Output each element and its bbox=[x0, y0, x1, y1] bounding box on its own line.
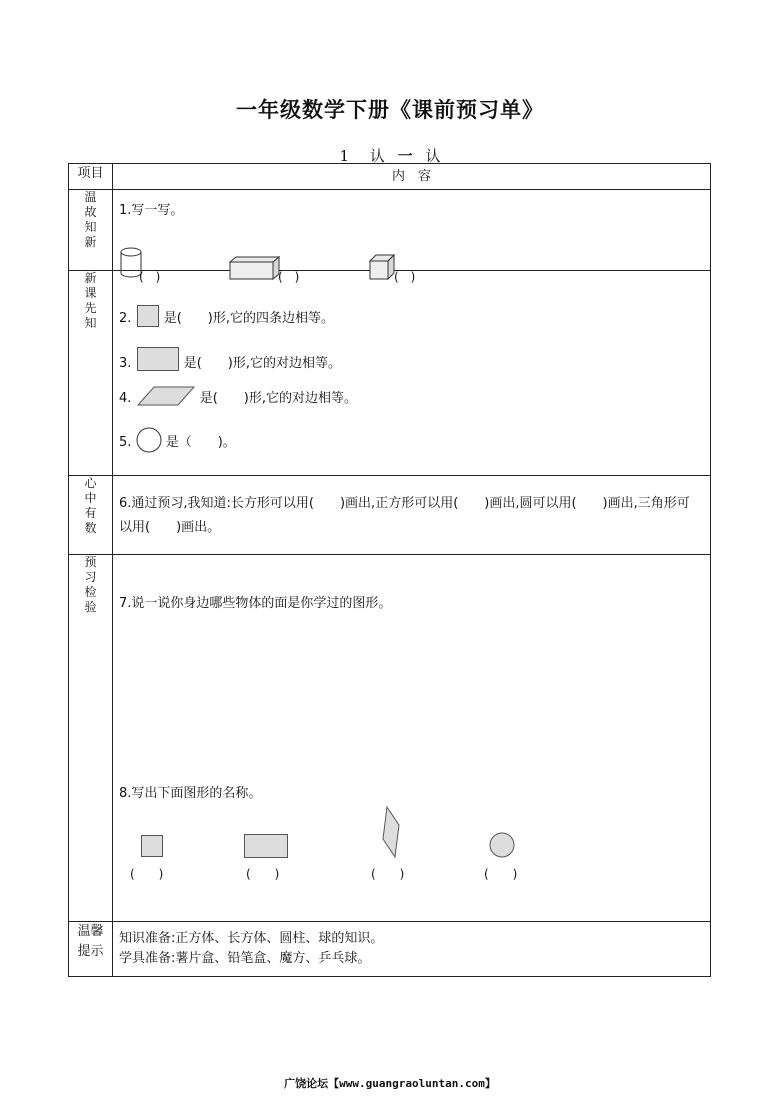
figure-circle bbox=[488, 831, 516, 859]
question-2 bbox=[119, 305, 334, 328]
lesson-char-2: 一 bbox=[397, 147, 413, 165]
header-content-cell bbox=[113, 164, 711, 190]
preview-label: 新课先知 bbox=[84, 271, 97, 330]
figure-square bbox=[141, 835, 163, 857]
figure-blank-1[interactable]: ( ) bbox=[130, 867, 164, 881]
tips-line-2: 学具准备:薯片盒、铅笔盒、魔方、乒乓球。 bbox=[119, 951, 371, 966]
question-2-number: 2. bbox=[119, 311, 132, 326]
footer-url[interactable]: 【www.guangraoluntan.com】 bbox=[328, 1077, 496, 1090]
figure-rectangle bbox=[244, 834, 288, 858]
parallelogram-shape bbox=[136, 385, 196, 407]
question-4-text: 是( )形,它的对边相等。 bbox=[199, 391, 357, 406]
tips-row bbox=[69, 922, 711, 977]
mind-content bbox=[113, 476, 711, 555]
rectangle-shape bbox=[137, 347, 179, 371]
header-item: 项目 bbox=[77, 166, 104, 181]
mind-label: 心中有数 bbox=[84, 476, 97, 535]
circle-shape bbox=[136, 427, 162, 453]
question-5 bbox=[119, 427, 236, 453]
lesson-char-3: 认 bbox=[425, 147, 441, 165]
page-title: 一年级数学下册《课前预习单》 bbox=[236, 98, 544, 122]
check-content bbox=[113, 555, 711, 922]
review-label: 温故知新 bbox=[84, 190, 97, 249]
review-content bbox=[113, 190, 711, 284]
question-5-number: 5. bbox=[119, 435, 132, 450]
header-content: 内 容 bbox=[391, 168, 431, 184]
blank-2[interactable]: ( ) bbox=[278, 270, 300, 284]
figure-blank-4[interactable]: ( ) bbox=[484, 867, 518, 881]
figure-rhombus bbox=[381, 805, 401, 859]
check-label-cell bbox=[69, 555, 113, 922]
worksheet-table bbox=[68, 163, 711, 977]
question-7: 7.说一说你身边哪些物体的面是你学过的图形。 bbox=[119, 596, 392, 611]
lesson-char-1: 认 bbox=[369, 147, 385, 165]
mind-label-cell bbox=[69, 476, 113, 555]
question-1: 1.写一写。 bbox=[119, 203, 184, 218]
lesson-number: 1 bbox=[339, 147, 350, 165]
figure-blank-2[interactable]: ( ) bbox=[246, 867, 280, 881]
review-label-cell bbox=[69, 190, 113, 271]
blank-1[interactable]: ( ) bbox=[139, 270, 161, 284]
question-6: 6.通过预习,我知道:长方形可以用( )画出,正方形可以用( )画出,圆可以用( )画出,三角形可以用( )画出。 bbox=[119, 496, 690, 535]
header-row bbox=[69, 164, 711, 190]
check-label: 预习检验 bbox=[84, 555, 97, 614]
question-8: 8.写出下面图形的名称。 bbox=[119, 786, 262, 801]
question-4 bbox=[119, 385, 357, 408]
question-3 bbox=[119, 347, 341, 373]
question-2-text: 是( )形,它的四条边相等。 bbox=[163, 311, 334, 326]
review-row bbox=[69, 190, 711, 271]
preview-content bbox=[113, 271, 711, 476]
square-shape bbox=[137, 305, 159, 327]
tips-label-cell bbox=[69, 922, 113, 977]
footer bbox=[0, 1075, 780, 1091]
tips-content bbox=[113, 922, 711, 977]
header-item-cell bbox=[69, 164, 113, 190]
figure-blank-3[interactable]: ( ) bbox=[371, 867, 405, 881]
tips-line-1: 知识准备:正方体、长方体、圆柱、球的知识。 bbox=[119, 931, 384, 946]
question-3-number: 3. bbox=[119, 356, 132, 371]
tips-label bbox=[77, 922, 103, 962]
tips-label-line-1: 温馨 bbox=[77, 924, 104, 939]
check-row bbox=[69, 555, 711, 922]
footer-site: 广饶论坛 bbox=[284, 1077, 329, 1090]
blank-3[interactable]: ( ) bbox=[394, 270, 416, 284]
preview-row bbox=[69, 271, 711, 476]
question-4-number: 4. bbox=[119, 391, 132, 406]
question-3-text: 是( )形,它的对边相等。 bbox=[183, 356, 341, 371]
preview-label-cell bbox=[69, 271, 113, 476]
mind-row bbox=[69, 476, 711, 555]
question-5-text: 是（ )。 bbox=[165, 435, 236, 450]
tips-label-line-2: 提示 bbox=[77, 944, 104, 959]
